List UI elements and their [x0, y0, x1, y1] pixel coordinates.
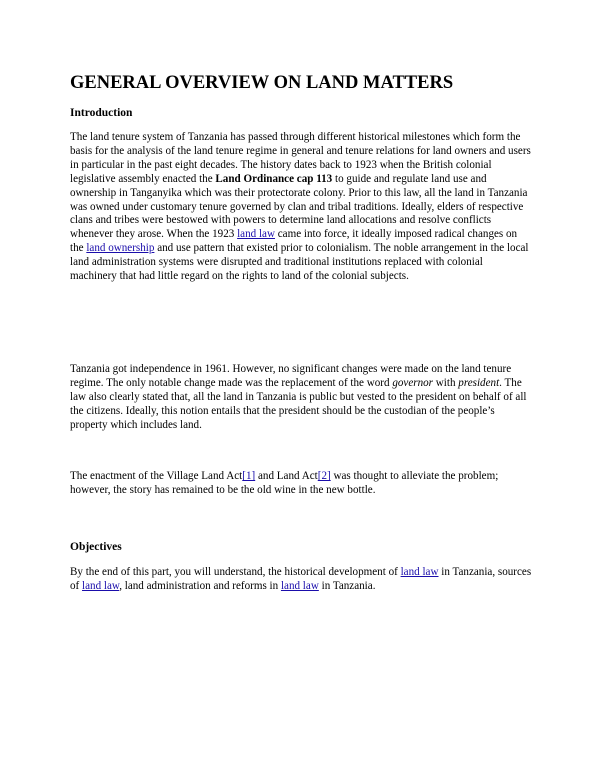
land-law-link[interactable]: land law [400, 566, 439, 578]
introduction-paragraph-2 [70, 363, 532, 433]
land-law-link[interactable]: land law [280, 579, 319, 592]
obj-text-1: By the end of this part, you will understand, the historical development of [70, 566, 401, 578]
page-title: GENERAL OVERVIEW ON LAND MATTERS [70, 73, 454, 93]
introduction-paragraph-3 [70, 470, 532, 498]
intro-p1-text-2: to guide and regulate land use and ownership in Tanganyika which was their protectorate colony. Prior to this law, all the land in Tanzania was owned under customary tenure governed by clan and tribal traditions. Ideally, elders of respective clans and tribes were bestowed with powers to determine land allocations and resolve conflicts whenever they arose. When the 1923 [70, 172, 528, 241]
objectives-heading: Objectives [70, 541, 122, 553]
introduction-heading: Introduction [70, 107, 133, 119]
land-law-link[interactable]: land law [82, 579, 120, 592]
governor-emphasis: governor [392, 376, 433, 389]
intro-p1-text-3: came into force, it ideally imposed radical changes on the [70, 228, 518, 255]
intro-p2-text-3: . The law also clearly stated that, all the land in Tanzania is public but vested to the president on behalf of all the citizens. Ideally, this notion entails that the president should be the custodian of the people’s property which includes land. [70, 376, 527, 431]
obj-text-2: in Tanzania, sources of [70, 566, 532, 592]
intro-p3-text-3: was thought to alleviate the problem; however, the story has remained to be the old wine in the new bottle. [70, 470, 499, 496]
intro-p2-text-1: Tanzania got independence in 1961. However, no significant changes were made on the land tenure regime. The only notable change made was the replacement of the word [70, 363, 512, 389]
footnote-ref-1[interactable]: [1] [242, 470, 256, 482]
president-emphasis: president [458, 376, 500, 389]
land-ownership-link[interactable]: land ownership [86, 242, 155, 255]
introduction-paragraph-1 [70, 131, 532, 284]
land-law-link[interactable]: land law [237, 228, 275, 241]
intro-p2-text-2: with [433, 376, 459, 389]
obj-text-4: in Tanzania. [318, 579, 376, 592]
footnote-ref-2[interactable]: [2] [317, 470, 331, 482]
intro-p3-text-1: The enactment of the Village Land Act [70, 470, 243, 482]
obj-text-3: , land administration and reforms in [119, 579, 281, 592]
intro-p3-text-2: and Land Act [255, 470, 318, 482]
objectives-paragraph [70, 566, 532, 594]
land-ordinance-emphasis: Land Ordinance cap 113 [215, 172, 333, 185]
intro-p1-text-1: The land tenure system of Tanzania has passed through different historical milestones which form the basis for the analysis of the land tenure regime in general and tenure relations for land owners and users in particular in the past eight decades. The history dates back to 1923 when the British colonial legislative assembly enacted the [70, 131, 531, 185]
intro-p1-text-4: and use pattern that existed prior to colonialism. The noble arrangement in the local land administration systems were disrupted and traditional institutions replaced with colonial machinery that had little regard on the rights to land of the colonial subjects. [70, 242, 529, 283]
